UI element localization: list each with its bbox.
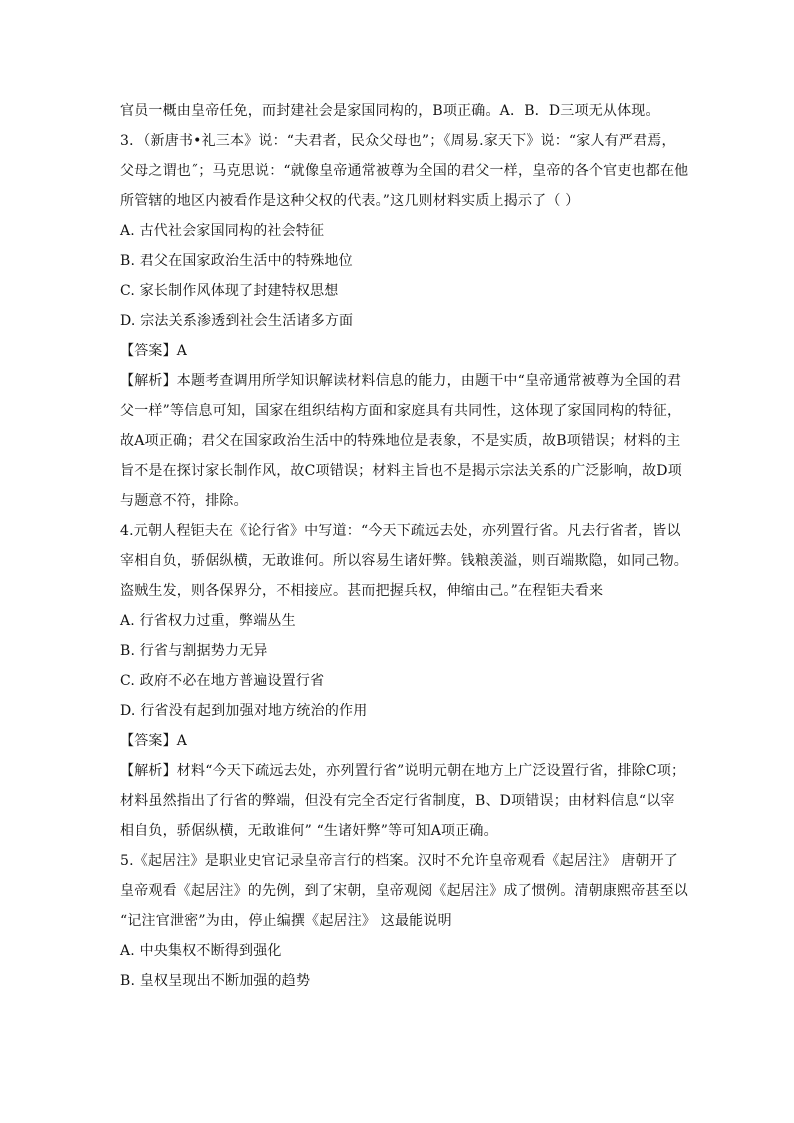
question-3-answer: 【答案】A <box>120 343 188 359</box>
explanation-line: 与题意不符，排除。 <box>120 493 248 509</box>
explanation-line: 【解析】材料“今天下疏远去处，亦列置行省”说明元朝在地方上广泛设置行省，排除C项； <box>120 763 686 779</box>
document-body <box>120 101 689 991</box>
question-4-stem-line: 盗贼生发，则各保界分，不相接应。甚而把握兵权，伸缩由己。”在程钜夫看来 <box>120 583 604 599</box>
question-3-stem-line: 父母之谓也˝；马克思说：“就像皇帝通常被尊为全国的君父一样，皇帝的各个官吏也都在他 <box>120 163 689 179</box>
question-4-option-c: C. 政府不必在地方普遍设置行省 <box>120 673 325 689</box>
explanation-line: 【解析】本题考查调用所学知识解读材料信息的能力，由题干中“皇帝通常被尊为全国的君 <box>120 373 682 389</box>
question-4-option-d: D. 行省没有起到加强对地方统治的作用 <box>120 703 368 719</box>
question-4-explanation <box>120 761 686 841</box>
question-4-stem-line: 宰相自负，骄倨纵横，无敢谁何。所以容易生诸奸弊。钱粮羡溢，则百端欺隐，如同己物。 <box>120 553 688 569</box>
question-4-stem-line: 4.元朝人程钜夫在《论行省》中写道：“今天下疏远去处，亦列置行省。凡去行省者，皆以 <box>120 523 681 539</box>
explanation-line: 父一样”等信息可知，国家在组织结构方面和家庭具有共同性，这体现了家国同构的特征， <box>120 403 682 419</box>
question-3 <box>120 131 689 211</box>
question-5-option-b: B. 皇权呈现出不断加强的趋势 <box>120 973 311 989</box>
question-5-stem-line: 皇帝观看《起居注》的先例，到了宋朝，皇帝观阅《起居注》成了惯例。清朝康熙帝甚至以 <box>120 883 688 899</box>
question-5-stem-line: 5.《起居注》是职业史官记录皇帝言行的档案。汉时不允许皇帝观看《起居注》 唐朝开了 <box>120 853 679 869</box>
question-3-option-b: B. 君父在国家政治生活中的特殊地位 <box>120 253 353 269</box>
question-4-option-a: A. 行省权力过重，弊端丛生 <box>120 613 296 629</box>
question-3-explanation <box>120 371 680 511</box>
question-3-option-d: D. 宗法关系渗透到社会生活诸多方面 <box>120 313 354 329</box>
explanation-line: 材料虽然指出了行省的弊端，但没有完全否定行省制度，B、D项错误；由材料信息“以宰 <box>120 793 675 809</box>
question-5 <box>120 851 688 931</box>
question-4-option-b: B. 行省与割据势力无异 <box>120 643 268 659</box>
question-3-stem-line: 3．（新唐书•礼三本》说：“夫君者，民众父母也”；《周易.家天下》说：“家人有严君焉， <box>120 133 676 149</box>
question-4-answer: 【答案】A <box>120 733 188 749</box>
text-line: 官员一概由皇帝任免，而封建社会是家国同构的，B项正确。A．B．D三项无从体现。 <box>120 103 660 119</box>
explanation-line: 相自负，骄倨纵横，无敢谁何” “生诸奸弊”等可知A项正确。 <box>120 823 498 839</box>
question-5-stem-line: “记注官泄密”为由，停止编撰《起居注》 这最能说明 <box>120 913 452 929</box>
question-4 <box>120 521 688 601</box>
explanation-line: 故A项正确；君父在国家政治生活中的特殊地位是表象，不是实质，故B项错误；材料的主 <box>120 433 681 449</box>
question-3-option-a: A. 古代社会家国同构的社会特征 <box>120 223 325 239</box>
question-5-option-a: A. 中央集权不断得到强化 <box>120 943 282 959</box>
explanation-line: 旨不是在探讨家长制作风，故C项错误；材料主旨也不是揭示宗法关系的广泛影响，故D项 <box>120 463 682 479</box>
question-3-stem-line: 所管辖的地区内被看作是这种父权的代表。”这几则材料实质上揭示了（ ） <box>120 193 580 209</box>
question-3-option-c: C. 家长制作风体现了封建特权思想 <box>120 283 339 299</box>
